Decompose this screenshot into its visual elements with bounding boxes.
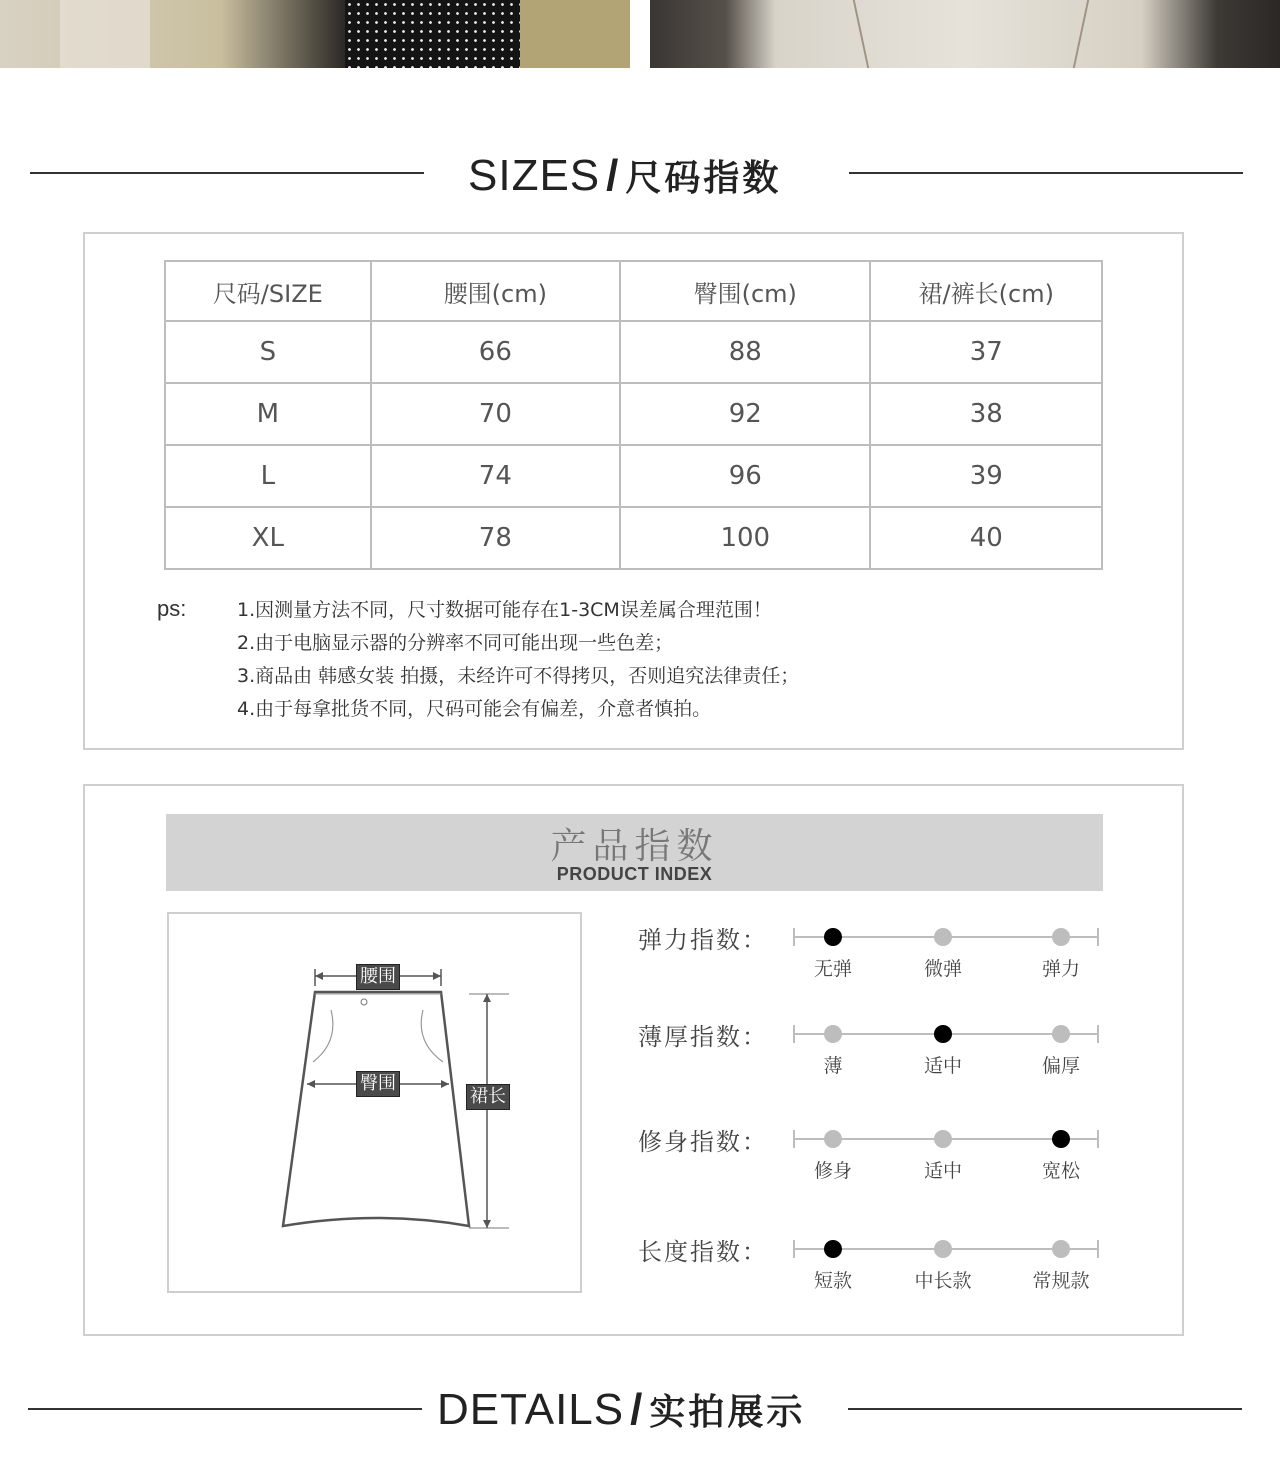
index-option: 适中 [923, 1160, 963, 1182]
details-heading-en: DETAILS [437, 1385, 625, 1434]
note-item: 3.商品由 韩感女装 拍摄，未经许可不得拷贝，否则追究法律责任； [237, 665, 800, 687]
scale-dot [824, 1025, 842, 1043]
cell-waist: 66 [371, 321, 620, 383]
cell-hip: 92 [620, 383, 870, 445]
cell-size: M [165, 383, 371, 445]
scale-tick [1097, 1240, 1099, 1258]
index-option: 常规款 [1032, 1270, 1090, 1292]
cell-length: 37 [870, 321, 1102, 383]
cell-length: 39 [870, 445, 1102, 507]
cell-size: L [165, 445, 371, 507]
size-table-header [165, 261, 1102, 321]
note-item: 2.由于电脑显示器的分辨率不同可能出现一些色差； [237, 632, 674, 654]
scale-dot-selected [934, 1025, 952, 1043]
cell-size: S [165, 321, 371, 383]
waist-label: 腰围 [356, 964, 400, 990]
cell-waist: 78 [371, 507, 620, 569]
sizes-heading-zh: 尺码指数 [625, 158, 782, 199]
index-option: 无弹 [813, 958, 853, 980]
details-rule-left [28, 1408, 422, 1410]
heading-rule-left [30, 172, 424, 174]
index-option: 偏厚 [1041, 1055, 1081, 1077]
index-option: 宽松 [1041, 1160, 1081, 1182]
header-hip: 臀围(cm) [620, 261, 870, 321]
table-row [165, 383, 1102, 445]
scale-tick [793, 928, 795, 946]
product-index-title-en: PRODUCT INDEX [556, 864, 713, 884]
scale-dot [1052, 928, 1070, 946]
product-index-title-zh: 产品指数 [550, 826, 719, 867]
scale-tick [1097, 928, 1099, 946]
scale-dot [1052, 1240, 1070, 1258]
cell-length: 40 [870, 507, 1102, 569]
header-length: 裙/裤长(cm) [870, 261, 1102, 321]
header-size: 尺码/SIZE [165, 261, 371, 321]
index-option: 微弹 [923, 958, 963, 980]
details-heading [437, 1384, 805, 1435]
notes-list [237, 594, 799, 726]
cell-hip: 96 [620, 445, 870, 507]
heading-rule-right [849, 172, 1243, 174]
cell-length: 38 [870, 383, 1102, 445]
skirt-diagram-box [167, 912, 582, 1293]
product-photo-right [650, 0, 1280, 68]
scale-tick [1097, 1025, 1099, 1043]
index-option: 中长款 [914, 1270, 972, 1292]
note-item: 1.因测量方法不同，尺寸数据可能存在1-3CM误差属合理范围！ [237, 599, 772, 621]
index-option: 修身 [813, 1160, 853, 1182]
scale-tick [793, 1240, 795, 1258]
cell-waist: 70 [371, 383, 620, 445]
index-label: 弹力指数： [638, 926, 768, 954]
cell-hip: 100 [620, 507, 870, 569]
cell-waist: 74 [371, 445, 620, 507]
sizes-heading [468, 150, 781, 201]
index-label: 修身指数： [638, 1128, 768, 1156]
scale-dot [934, 1130, 952, 1148]
notes-label: ps: [157, 596, 187, 621]
index-label: 薄厚指数： [638, 1023, 768, 1051]
sizes-heading-separator: / [606, 151, 620, 200]
index-option: 弹力 [1041, 958, 1081, 980]
details-rule-right [848, 1408, 1242, 1410]
product-photo-left [0, 0, 630, 68]
index-option: 薄 [823, 1055, 843, 1077]
scale-dot-selected [824, 928, 842, 946]
scale-dot [824, 1130, 842, 1148]
cell-size: XL [165, 507, 371, 569]
index-label: 长度指数： [638, 1238, 768, 1266]
size-table [164, 260, 1103, 570]
table-row [165, 507, 1102, 569]
scale-dot [1052, 1025, 1070, 1043]
scale-tick [1097, 1130, 1099, 1148]
scale-tick [793, 1025, 795, 1043]
table-row [165, 445, 1102, 507]
note-item: 4.由于每拿批货不同，尺码可能会有偏差，介意者慎拍。 [237, 698, 712, 720]
cell-hip: 88 [620, 321, 870, 383]
index-option: 短款 [813, 1270, 853, 1292]
index-option: 适中 [923, 1055, 963, 1077]
scale-dot-selected [1052, 1130, 1070, 1148]
length-label: 裙长 [466, 1084, 510, 1110]
scale-dot [934, 1240, 952, 1258]
table-row [165, 321, 1102, 383]
scale-tick [793, 1130, 795, 1148]
details-heading-zh: 实拍展示 [649, 1392, 806, 1433]
details-heading-separator: / [630, 1385, 644, 1434]
scale-dot-selected [824, 1240, 842, 1258]
header-waist: 腰围(cm) [371, 261, 620, 321]
hip-label: 臀围 [356, 1071, 400, 1097]
sizes-heading-en: SIZES [468, 151, 601, 200]
product-index-banner [166, 814, 1103, 891]
scale-dot [934, 928, 952, 946]
